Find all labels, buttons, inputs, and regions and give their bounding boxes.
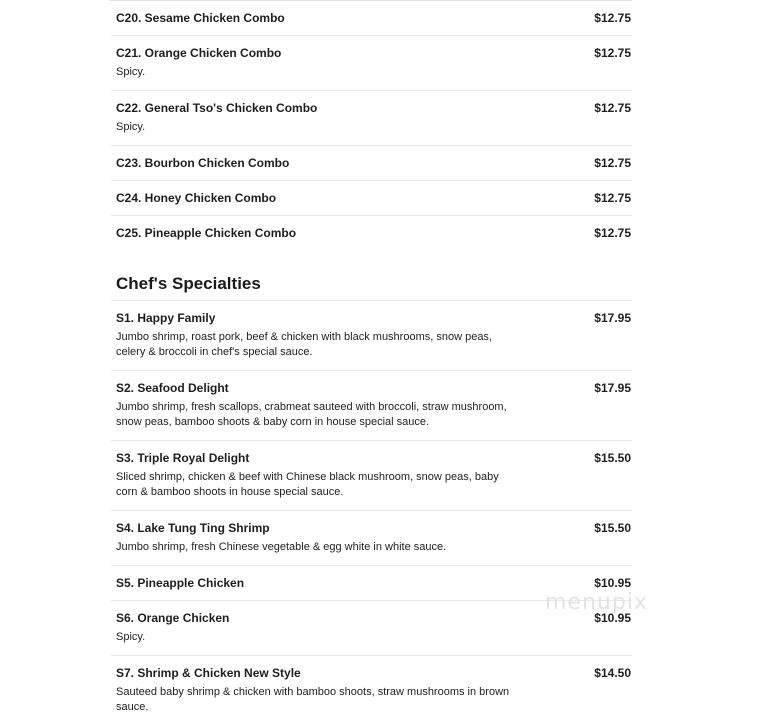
item-name: S2. Seafood Delight xyxy=(116,381,229,395)
item-description: Jumbo shrimp, fresh scallops, crabmeat sauteed with broccoli, straw mushroom, snow peas, bamboo shoots & baby corn in house special sauce. xyxy=(116,401,507,428)
menu-item xyxy=(111,511,632,566)
item-description: Sliced shrimp, chicken & beef with Chinese black mushroom, snow peas, baby corn & bamboo shoots in house special sauce. xyxy=(116,471,499,498)
item-price: $12.75 xyxy=(594,101,631,115)
item-description: Jumbo shrimp, roast pork, beef & chicken with black mushrooms, snow peas, celery & broccoli in chef's special sauce. xyxy=(116,331,492,358)
item-name: C21. Orange Chicken Combo xyxy=(116,46,282,60)
item-name: C24. Honey Chicken Combo xyxy=(116,191,277,205)
watermark-logo: menupix xyxy=(545,590,648,615)
item-price: $12.75 xyxy=(594,191,631,205)
item-price: $14.50 xyxy=(594,666,631,680)
item-price: $12.75 xyxy=(594,226,631,240)
item-price: $15.50 xyxy=(594,451,631,465)
section-title: Chef's Specialties xyxy=(111,250,632,301)
item-name: S1. Happy Family xyxy=(116,311,216,325)
menu-item xyxy=(111,1,632,36)
item-price: $10.95 xyxy=(594,576,631,590)
menu-item xyxy=(111,301,632,371)
menu-item xyxy=(111,371,632,441)
item-description: Spicy. xyxy=(116,121,146,133)
menu-page xyxy=(111,0,632,725)
menu-item xyxy=(111,216,632,250)
item-name: S7. Shrimp & Chicken New Style xyxy=(116,666,301,680)
item-price: $12.75 xyxy=(594,156,631,170)
menu-item xyxy=(111,91,632,146)
item-name: S4. Lake Tung Ting Shrimp xyxy=(116,521,270,535)
menu-item xyxy=(111,146,632,181)
item-price: $17.95 xyxy=(594,381,631,395)
item-name: C23. Bourbon Chicken Combo xyxy=(116,156,290,170)
item-price: $17.95 xyxy=(594,311,631,325)
item-description: Jumbo shrimp, fresh Chinese vegetable & egg white in white sauce. xyxy=(116,541,447,553)
item-name: C20. Sesame Chicken Combo xyxy=(116,11,285,25)
item-price: $12.75 xyxy=(594,11,631,25)
menu-item xyxy=(111,36,632,91)
item-name: S5. Pineapple Chicken xyxy=(116,576,245,590)
item-description: Spicy. xyxy=(116,631,146,643)
item-price: $12.75 xyxy=(594,46,631,60)
item-description: Spicy. xyxy=(116,66,146,78)
menu-item xyxy=(111,441,632,511)
item-name: S6. Orange Chicken xyxy=(116,611,230,625)
item-description: Sauteed baby shrimp & chicken with bamboo shoots, straw mushrooms in brown sauce. xyxy=(116,686,510,713)
item-name: S3. Triple Royal Delight xyxy=(116,451,250,465)
item-name: C22. General Tso's Chicken Combo xyxy=(116,101,318,115)
item-price: $15.50 xyxy=(594,521,631,535)
item-price: $10.95 xyxy=(594,611,631,625)
menu-item xyxy=(111,656,632,725)
item-name: C25. Pineapple Chicken Combo xyxy=(116,226,297,240)
menu-item xyxy=(111,181,632,216)
